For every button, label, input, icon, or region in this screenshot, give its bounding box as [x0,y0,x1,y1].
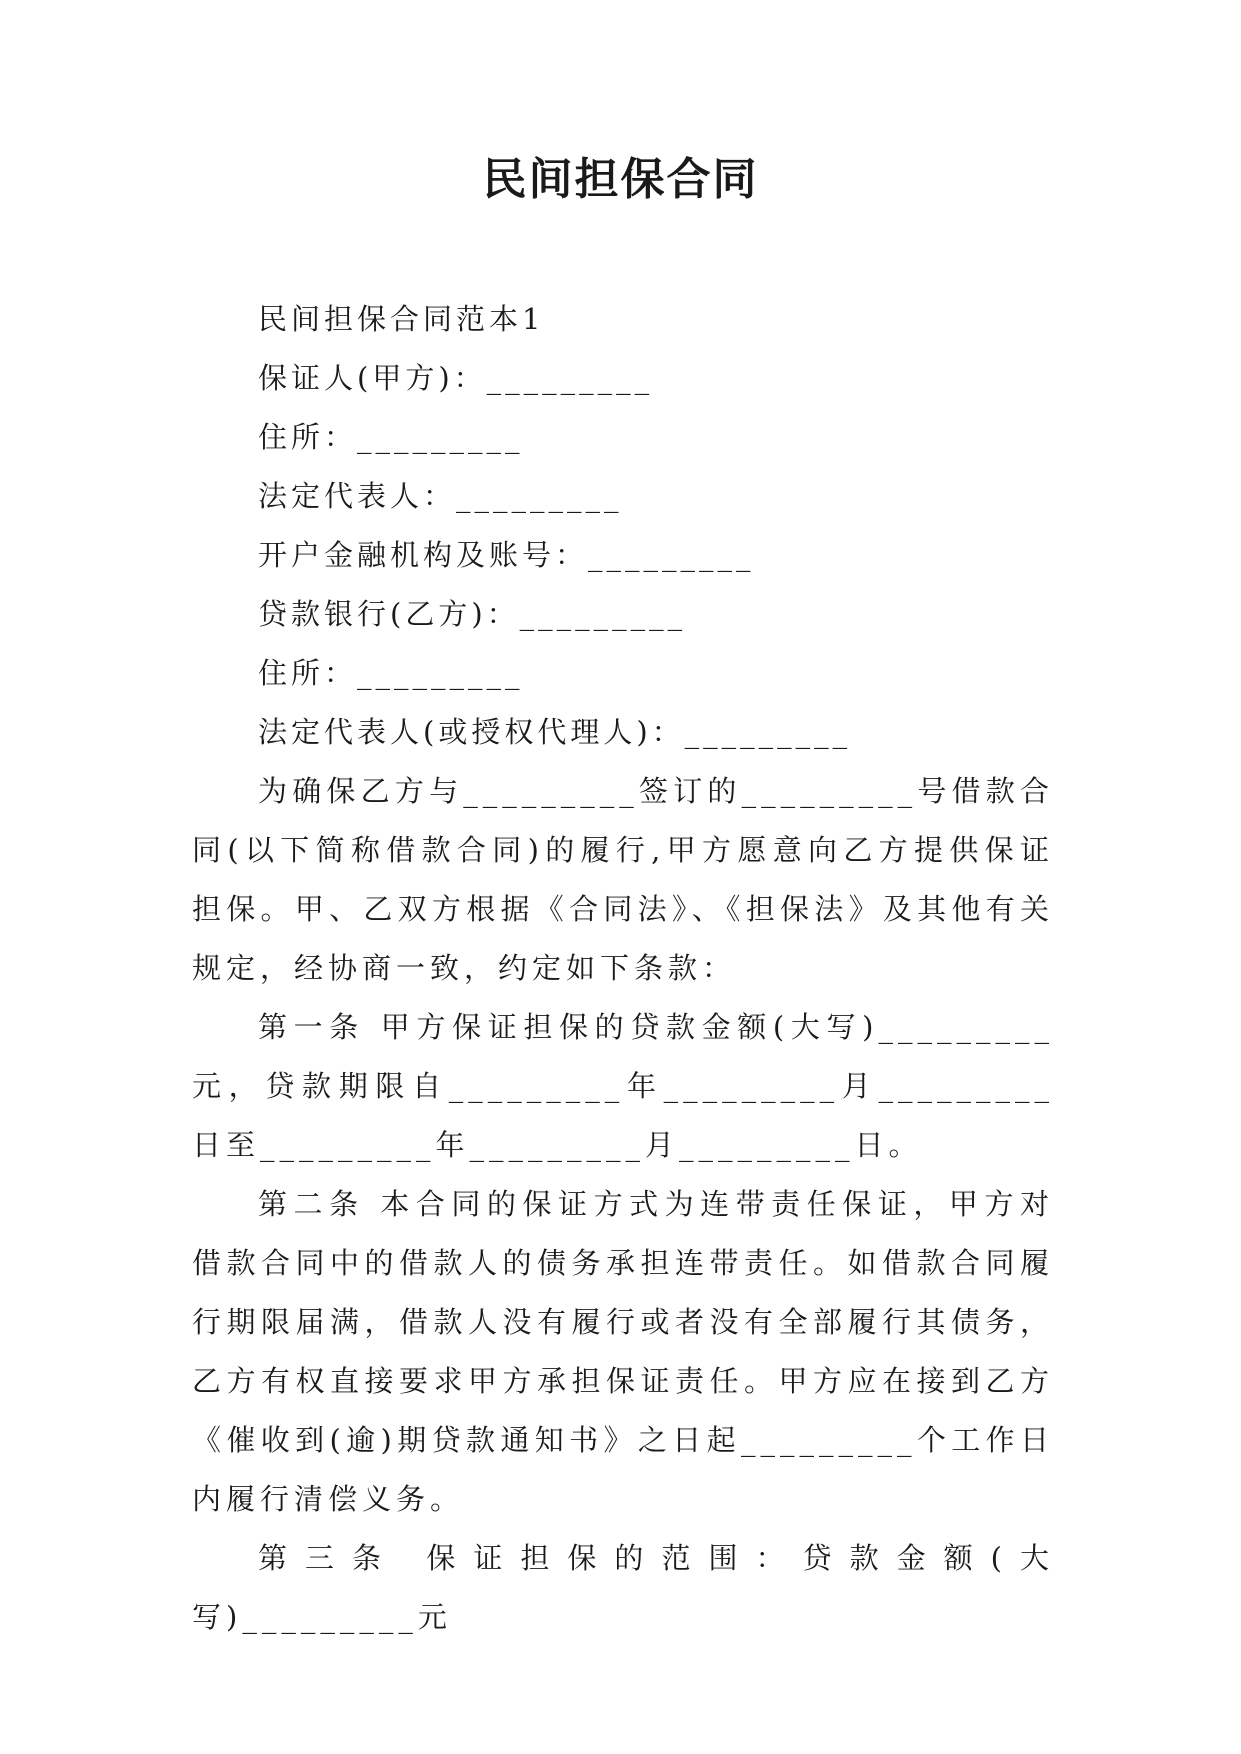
lender-bank-field: 贷款银行(乙方)：_________ [258,597,687,631]
article-3-paragraph: 第三条 保证担保的范围：贷款金额(大写)_________元 [192,1541,1054,1634]
guarantor-legal-rep-field: 法定代表人：_________ [258,479,623,513]
article-1-paragraph: 第一条 甲方保证担保的贷款金额(大写)_________元，贷款期限自_________年_________月_________日至_________年_________月_________日。 [192,1010,1054,1162]
guarantor-address-field: 住所：_________ [258,420,524,454]
bank-account-field: 开户金融机构及账号：_________ [258,538,755,572]
lender-address-field: 住所：_________ [258,656,524,690]
article-2-paragraph: 第二条 本合同的保证方式为连带责任保证，甲方对借款合同中的借款人的债务承担连带责任。如借款合同履行期限届满，借款人没有履行或者没有全部履行其债务， 乙方有权直接要求甲方承担保证责任。甲方应在接到乙方《催收到(逾)期贷款通知书》之日起_________个工作日内履行清偿义务。 [192,1187,1054,1516]
template-heading: 民间担保合同范本1 [258,302,545,336]
document-body [192,290,1054,1647]
lender-legal-rep-field: 法定代表人(或授权代理人)：_________ [258,715,852,749]
guarantor-field: 保证人(甲方)：_________ [258,361,654,395]
preamble-paragraph: 为确保乙方与_________签订的_________号借款合同(以下简称借款合同)的履行,甲方愿意向乙方提供保证担保。甲、乙双方根据《合同法》、《担保法》及其他有关规定，经协商一致，约定如下条款： [192,774,1054,985]
document-title: 民间担保合同 [482,154,759,205]
